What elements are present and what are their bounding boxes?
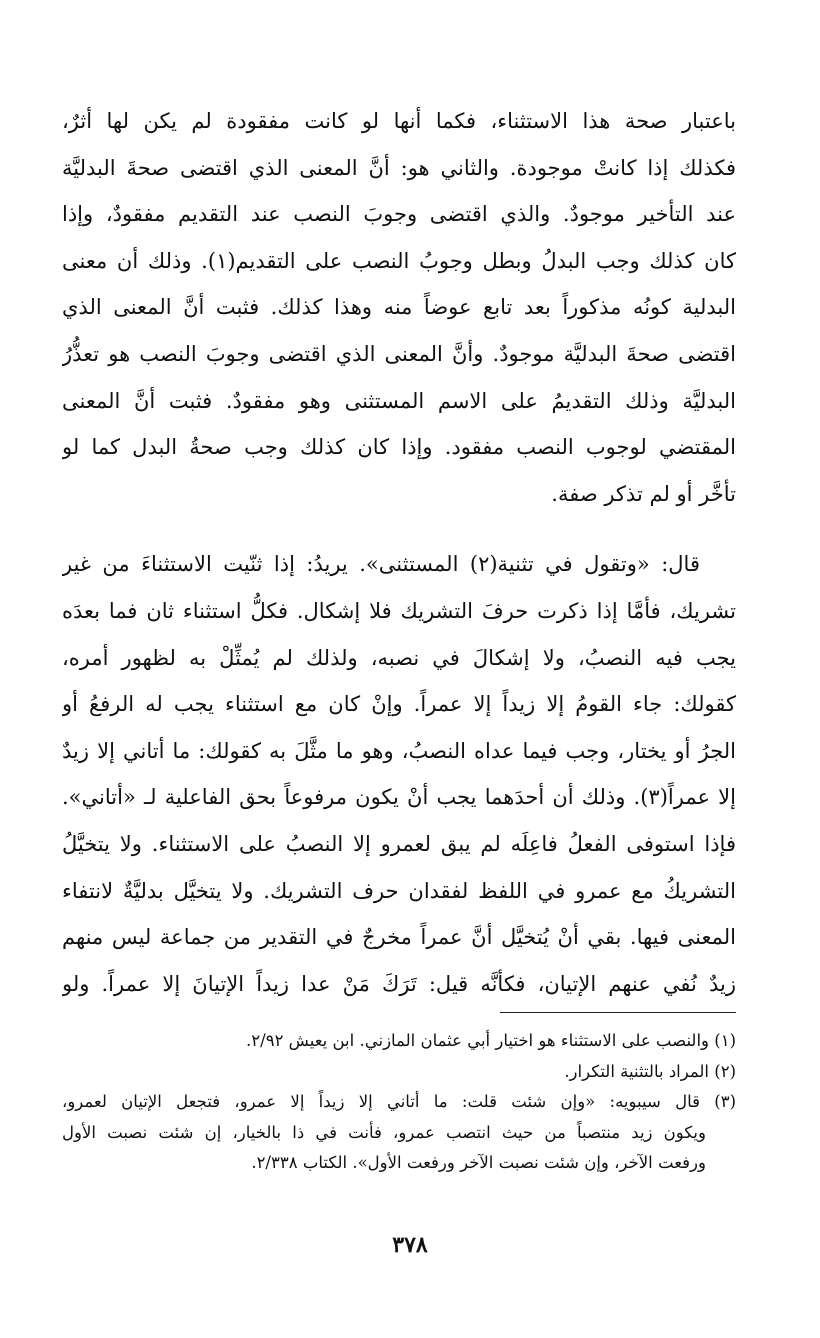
text-line: إلا عمراً(٣). وذلك أن أحدَهما يجب أنْ يكون مرفوعاً بحق الفاعلية لـ «أتاني». xyxy=(62,785,736,810)
text-line: تأخَّر أو لم تذكر صفة. xyxy=(551,481,736,506)
footnote-line: ورفعت الآخر، وإن شئت نصبت الآخر ورفعت الأول». الكتاب ٢/٣٣٨. xyxy=(251,1153,706,1172)
footnote-1: (١) والنصب على الاستثناء هو اختيار أبي عثمان المازني. ابن يعيش ٢/٩٢. xyxy=(246,1031,736,1050)
footnote-separator xyxy=(500,1012,736,1013)
page-number: ٣٧٨ xyxy=(392,1232,428,1258)
footnote-line: ويكون زيد منتصباً من حيث انتصب عمرو، فأنت في ذا بالخيار، إن شئت نصبت الأول xyxy=(62,1122,706,1142)
text-line: التشريكُ مع عمرو في اللفظ لفقدان حرف التشريك. ولا يتخيَّل بدليَّةٌ لانتفاء xyxy=(62,878,736,903)
text-line: قال: «وتقول في تثنية(٢) المستثنى». يريدُ: إذا ثنّيت الاستثناءَ من غير xyxy=(62,552,700,577)
paragraph-gap xyxy=(62,517,736,541)
footnote-3 xyxy=(62,1087,736,1179)
paragraph-1 xyxy=(62,98,736,517)
text-line: المعنى فيها. بقي أنْ يُتخيَّل أنَّ عمراً مخرجٌ في التقدير من جماعة ليس منهم xyxy=(62,925,736,950)
text-line: عند التأخير موجودٌ. والذي اقتضى وجوبَ النصب عند التقديم مفقودٌ، وإذا xyxy=(62,202,736,227)
paragraph-2 xyxy=(62,541,736,1007)
text-line: كان كذلك وجب البدلُ وبطل وجوبُ النصب على التقديم(١). وذلك أن معنى xyxy=(62,248,736,273)
footnote-2: (٢) المراد بالتثنية التكرار. xyxy=(564,1061,736,1081)
text-line: البدليَّة وذلك التقديمُ على الاسم المستثنى وهو مفقودٌ. فثبت أنَّ المعنى xyxy=(62,388,736,413)
text-line: فإذا استوفى الفعلُ فاعِلَه لم يبق لعمرو إلا النصبُ على الاستثناء. ولا يتخيَّلُ xyxy=(62,831,736,856)
text-line: زيدٌ نُفي عنهم الإتيان، فكأنَّه قيل: تَرَكَ مَنْ عدا زيداً الإتيانَ إلا عمراً. ولو xyxy=(62,971,736,996)
footnote-line: (٣) قال سيبويه: «وإن شئت قلت: ما أتاني إلا زيداً إلا عمرو، فتجعل الإتيان لعمرو، xyxy=(62,1092,736,1111)
text-line: البدلية كونُه مذكوراً بعد تابع عوضاً منه وهذا كذلك. فثبت أنَّ المعنى الذي xyxy=(62,295,736,320)
text-line: تشريك، فأمَّا إذا ذكرت حرفَ التشريك فلا إشكال. فكلُّ استثناء ثان فما بعدَه xyxy=(62,598,736,623)
text-line: اقتضى صحةَ البدليَّة موجودٌ. وأنَّ المعنى الذي اقتضى وجوبَ النصب هو تعذُّرُ xyxy=(62,341,736,366)
text-line: يجب فيه النصبُ، ولا إشكالَ في نصبه، ولذلك لم يُمثِّلْ به لظهور أمره، xyxy=(62,645,736,670)
text-line: فكذلك إذا كانتْ موجودة. والثاني هو: أنَّ المعنى الذي اقتضى صحةَ البدليَّة xyxy=(62,155,736,180)
main-text xyxy=(62,98,736,1007)
footnotes xyxy=(62,1026,736,1179)
text-line: المقتضي لوجوب النصب مفقود. وإذا كان كذلك وجب صحةُ البدل كما لو xyxy=(62,435,736,460)
text-line: الجرُ أو يختار، وجب فيما عداه النصبُ، وهو ما مثَّلَ به كقولك: ما أتاني إلا زيدٌ xyxy=(62,738,736,763)
text-line: كقولك: جاء القومُ إلا زيداً إلا عمراً. وإنْ كان مع استثناء يجب له الرفعُ أو xyxy=(62,692,736,717)
text-line: باعتبار صحة هذا الاستثناء، فكما أنها لو كانت مفقودة لم يكن لها أثرٌ، xyxy=(62,109,736,133)
